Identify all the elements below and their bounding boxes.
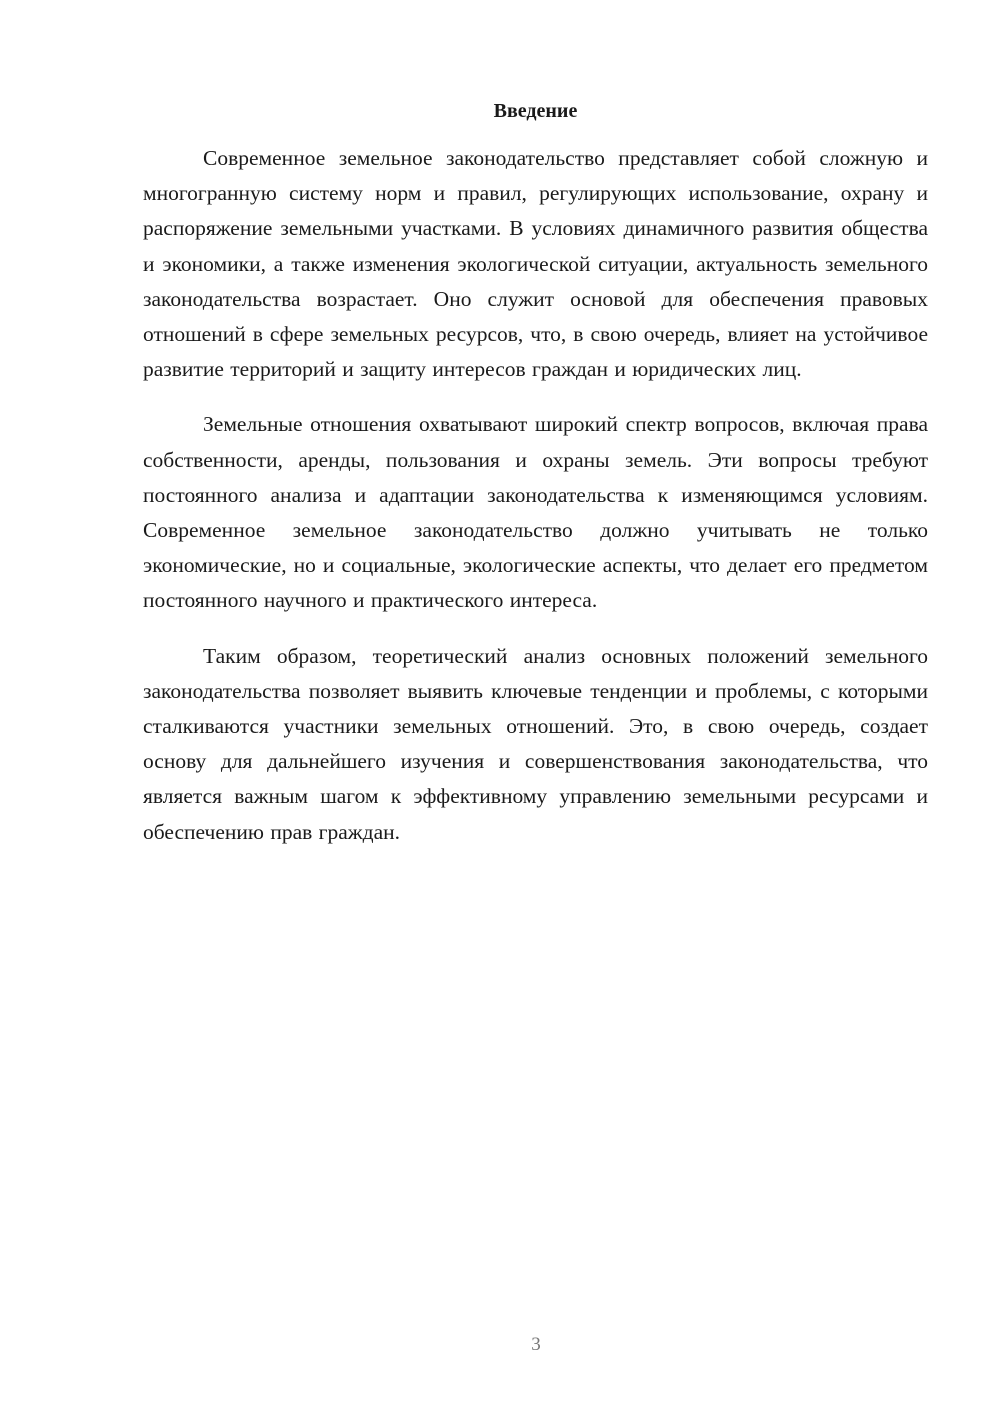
page-number: 3 [531,1334,541,1355]
paragraph-2: Земельные отношения охватывают широкий спектр вопросов, включая права собственности, аренды, пользования и охраны земель. Эти вопросы требуют постоянного анализа и адаптации законодательства к изменяющимся условиям. Современное земельное законодательство должно учитывать не только экономические, но и социальные, экологические аспекты, что делает его предметом постоянного научного и практического интереса. [143,412,928,613]
paragraph-1: Современное земельное законодательство представляет собой сложную и многогранную систему норм и правил, регулирующих использование, охрану и распоряжение земельными участками. В условиях динамичного развития общества и экономики, а также изменения экологической ситуации, актуальность земельного законодательства возрастает. Оно служит основой для обеспечения правовых отношений в сфере земельных ресурсов, что, в свою очередь, влияет на устойчивое развитие территорий и защиту интересов граждан и юридических лиц. [143,146,928,382]
document-body [143,141,928,870]
page-title: Введение [493,100,578,122]
paragraph-3: Таким образом, теоретический анализ основных положений земельного законодательства позволяет выявить ключевые тенденции и проблемы, с которыми сталкиваются участники земельных отношений. Это, в свою очередь, создает основу для дальнейшего изучения и совершенствования законодательства, что является важным шагом к эффективному управлению земельными ресурсами и обеспечению прав граждан. [143,643,928,844]
